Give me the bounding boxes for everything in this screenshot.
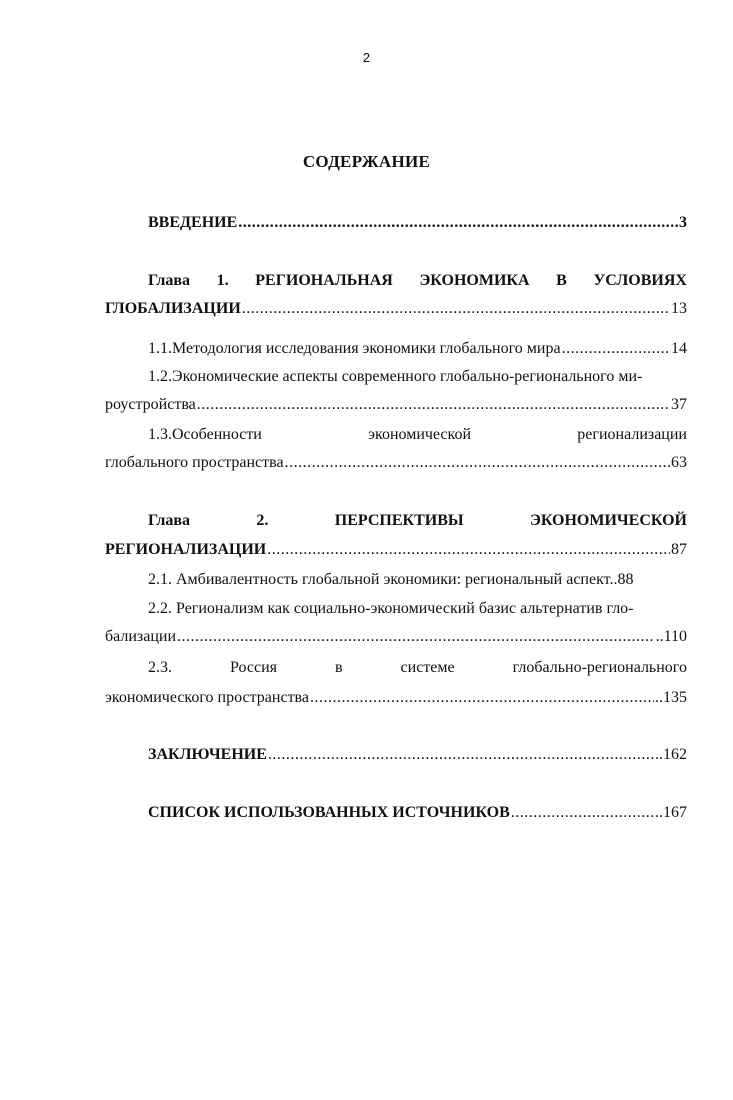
toc-entry-word: экономической <box>368 426 472 443</box>
toc-entry-page: ..110 <box>655 628 687 645</box>
toc-entry-label: роустройства <box>105 396 196 413</box>
toc-entry-word: глобально-регионального <box>512 659 687 676</box>
page-number: 2 <box>362 50 371 65</box>
heading-word: УСЛОВИЯХ <box>593 272 687 289</box>
dot-leader <box>285 454 670 472</box>
dot-leader <box>238 214 678 232</box>
heading-word: 1. <box>216 272 229 289</box>
toc-entry-label: 1.1.Методология исследования экономики глобального мира <box>148 340 561 357</box>
toc-section-1-2-line2[interactable] <box>105 396 687 414</box>
toc-chapter2-heading[interactable] <box>148 512 687 530</box>
dot-leader <box>310 689 654 707</box>
toc-entry-label: 2.1. Амбивалентность глобальной экономики: региональный аспект.. <box>148 571 618 588</box>
toc-entry-label: глобального пространства <box>105 454 284 471</box>
toc-entry-page: 37 <box>671 396 687 413</box>
heading-word: РЕГИОНАЛЬНАЯ <box>255 272 393 289</box>
heading-word: ЭКОНОМИКА <box>419 272 530 289</box>
toc-section-2-2-line2[interactable] <box>105 628 687 646</box>
toc-entry-page: 87 <box>671 541 687 558</box>
toc-entry-page: 3 <box>679 214 687 231</box>
toc-entry-label: ГЛОБАЛИЗАЦИИ <box>105 300 241 317</box>
toc-entry-label: ВВЕДЕНИЕ <box>148 214 238 231</box>
heading-word: В <box>556 272 567 289</box>
toc-section-2-1[interactable] <box>148 571 687 589</box>
toc-entry-label: 1.2.Экономические аспекты современного глобально-регионального ми- <box>148 368 643 385</box>
dot-leader <box>242 300 670 318</box>
toc-entry-word: Россия <box>229 659 278 676</box>
heading-word: Глава <box>148 512 190 529</box>
dot-leader <box>267 541 670 559</box>
dot-leader <box>197 396 670 414</box>
toc-entry-label: бализации <box>105 628 177 645</box>
toc-entry-page: ..162 <box>655 746 687 763</box>
toc-chapter1-heading-cont[interactable] <box>105 300 687 318</box>
toc-entry-page: ..135 <box>655 689 687 706</box>
heading-word: Глава <box>148 272 190 289</box>
heading-word: ЭКОНОМИЧЕСКОЙ <box>529 512 687 529</box>
heading-word: 2. <box>256 512 269 529</box>
toc-section-1-3-line1[interactable] <box>148 426 687 444</box>
dot-leader <box>268 746 654 764</box>
toc-chapter1-heading[interactable] <box>148 272 687 290</box>
toc-entry-word: 2.3. <box>148 659 172 676</box>
toc-chapter2-heading-cont[interactable] <box>105 541 687 559</box>
toc-entry-word: регионализации <box>577 426 687 443</box>
dot-leader <box>562 340 670 358</box>
dot-leader <box>177 628 655 646</box>
toc-entry-label: экономического пространства <box>105 689 309 706</box>
toc-entry-label: 2.2. Регионализм как социально-экономический базис альтернатив гло- <box>148 600 634 617</box>
toc-section-1-3-line2[interactable] <box>105 454 687 472</box>
toc-entry-page: 14 <box>671 340 687 357</box>
toc-section-2-3-line2[interactable] <box>105 689 687 707</box>
toc-entry-word: в <box>335 659 343 676</box>
toc-entry-label: СПИСОК ИСПОЛЬЗОВАННЫХ ИСТОЧНИКОВ <box>148 804 510 821</box>
toc-entry-page: 88 <box>617 571 634 588</box>
toc-entry-word: 1.3.Особенности <box>148 426 262 443</box>
toc-entry-page: ..167 <box>655 804 687 821</box>
toc-entry-references[interactable] <box>148 804 687 822</box>
toc-entry-page: 63 <box>671 454 687 471</box>
dot-leader <box>511 804 654 822</box>
toc-entry-label: ЗАКЛЮЧЕНИЕ <box>148 746 267 763</box>
toc-entry-page: 13 <box>671 300 687 317</box>
heading-word: ПЕРСПЕКТИВЫ <box>334 512 464 529</box>
toc-entry-word: системе <box>400 659 455 676</box>
toc-entry-conclusion[interactable] <box>148 746 687 764</box>
toc-entry-label: РЕГИОНАЛИЗАЦИИ <box>105 541 267 558</box>
toc-section-2-2-line1[interactable] <box>148 600 687 618</box>
toc-title: СОДЕРЖАНИЕ <box>302 152 431 171</box>
toc-section-1-2-line1[interactable] <box>148 368 687 386</box>
toc-section-1-1[interactable] <box>148 340 687 358</box>
toc-section-2-3-line1[interactable] <box>148 659 687 677</box>
toc-entry-intro[interactable] <box>148 214 687 232</box>
